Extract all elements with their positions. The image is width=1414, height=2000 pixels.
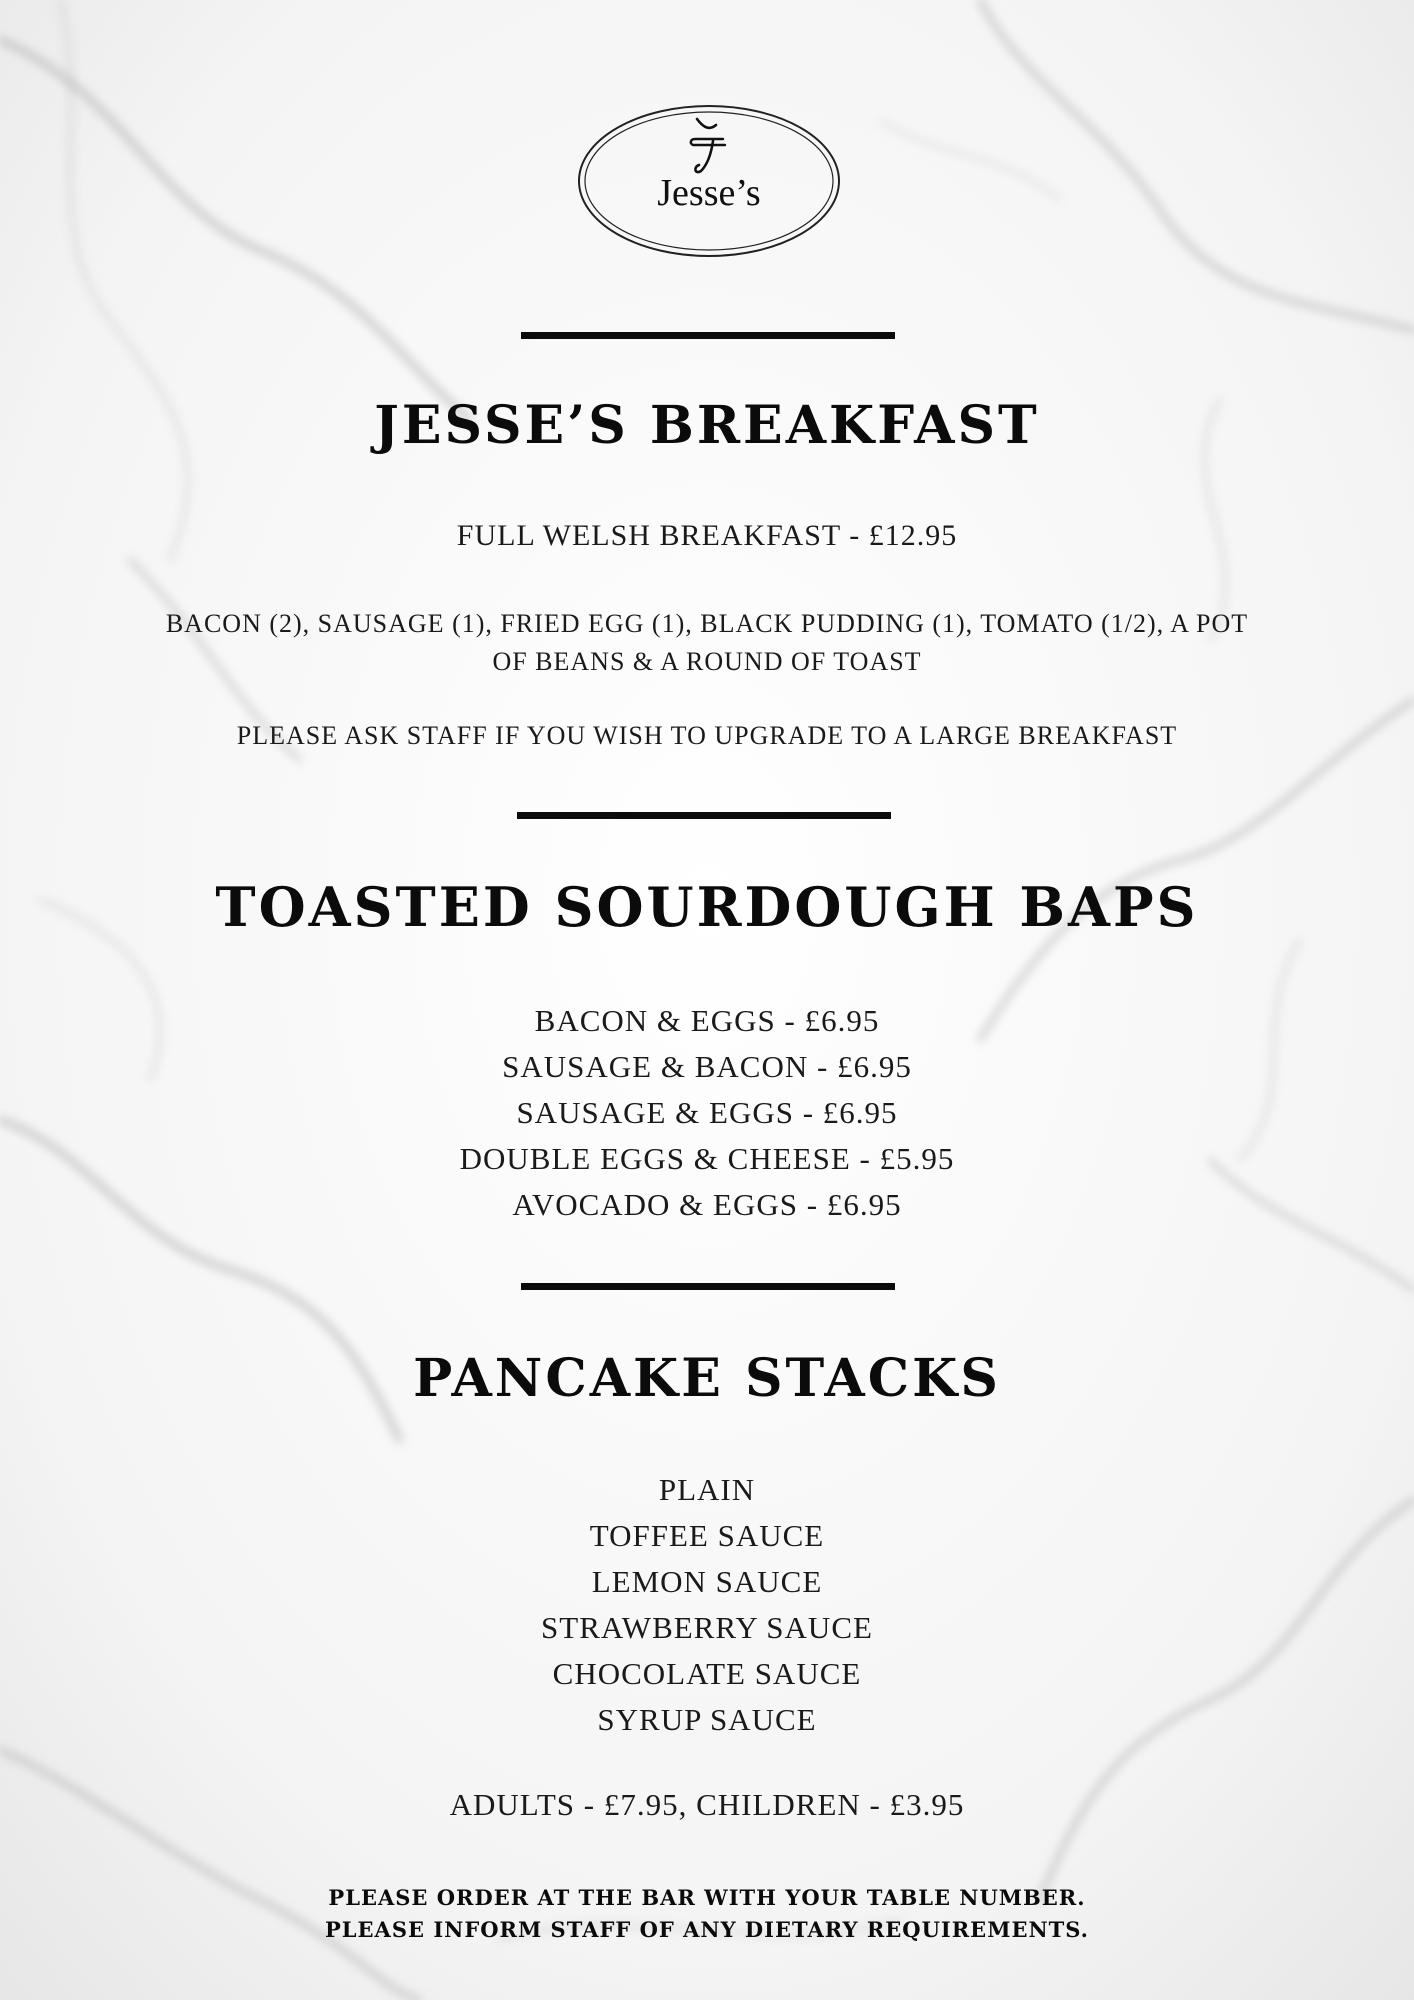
list-item: LEMON SAUCE <box>591 1564 823 1599</box>
section-divider <box>521 1283 895 1290</box>
baps-list <box>0 998 1414 1228</box>
footer-dietary-note: PLEASE INFORM STAFF OF ANY DIETARY REQUIREMENTS. <box>324 1917 1089 1942</box>
section-divider <box>517 812 891 819</box>
footer-order-note: PLEASE ORDER AT THE BAR WITH YOUR TABLE NUMBER. <box>328 1885 1086 1910</box>
list-item: TOFFEE SAUCE <box>589 1518 825 1553</box>
heading-pancake-stacks: PANCAKE STACKS <box>413 1348 1001 1409</box>
logo-wordmark: Jesse’s <box>657 172 761 214</box>
pancake-list <box>0 1467 1414 1743</box>
list-item: DOUBLE EGGS & CHEESE - £5.95 <box>459 1141 955 1176</box>
list-item: SYRUP SAUCE <box>597 1702 817 1737</box>
upgrade-note: PLEASE ASK STAFF IF YOU WISH TO UPGRADE TO A LARGE BREAKFAST <box>236 721 1178 750</box>
full-welsh-breakfast-description: BACON (2), SAUSAGE (1), FRIED EGG (1), BLACK PUDDING (1), TOMATO (1/2), A POT OF BEANS & A ROUND OF TOAST <box>165 609 1249 676</box>
pancake-pricing: ADULTS - £7.95, CHILDREN - £3.95 <box>449 1787 965 1822</box>
list-item: PLAIN <box>658 1472 756 1507</box>
list-item: CHOCOLATE SAUCE <box>552 1656 862 1691</box>
list-item: AVOCADO & EGGS - £6.95 <box>512 1187 902 1222</box>
list-item: BACON & EGGS - £6.95 <box>534 1003 880 1038</box>
heading-jesses-breakfast: JESSE’S BREAKFAST <box>374 395 1040 456</box>
full-welsh-breakfast-item: FULL WELSH BREAKFAST - £12.95 <box>456 519 958 552</box>
list-item: SAUSAGE & EGGS - £6.95 <box>516 1095 898 1130</box>
logo <box>575 101 843 261</box>
heading-toasted-sourdough-baps: TOASTED SOURDOUGH BAPS <box>215 875 1199 939</box>
list-item: STRAWBERRY SAUCE <box>541 1610 873 1645</box>
list-item: SAUSAGE & BACON - £6.95 <box>502 1049 912 1084</box>
section-divider <box>521 332 895 339</box>
